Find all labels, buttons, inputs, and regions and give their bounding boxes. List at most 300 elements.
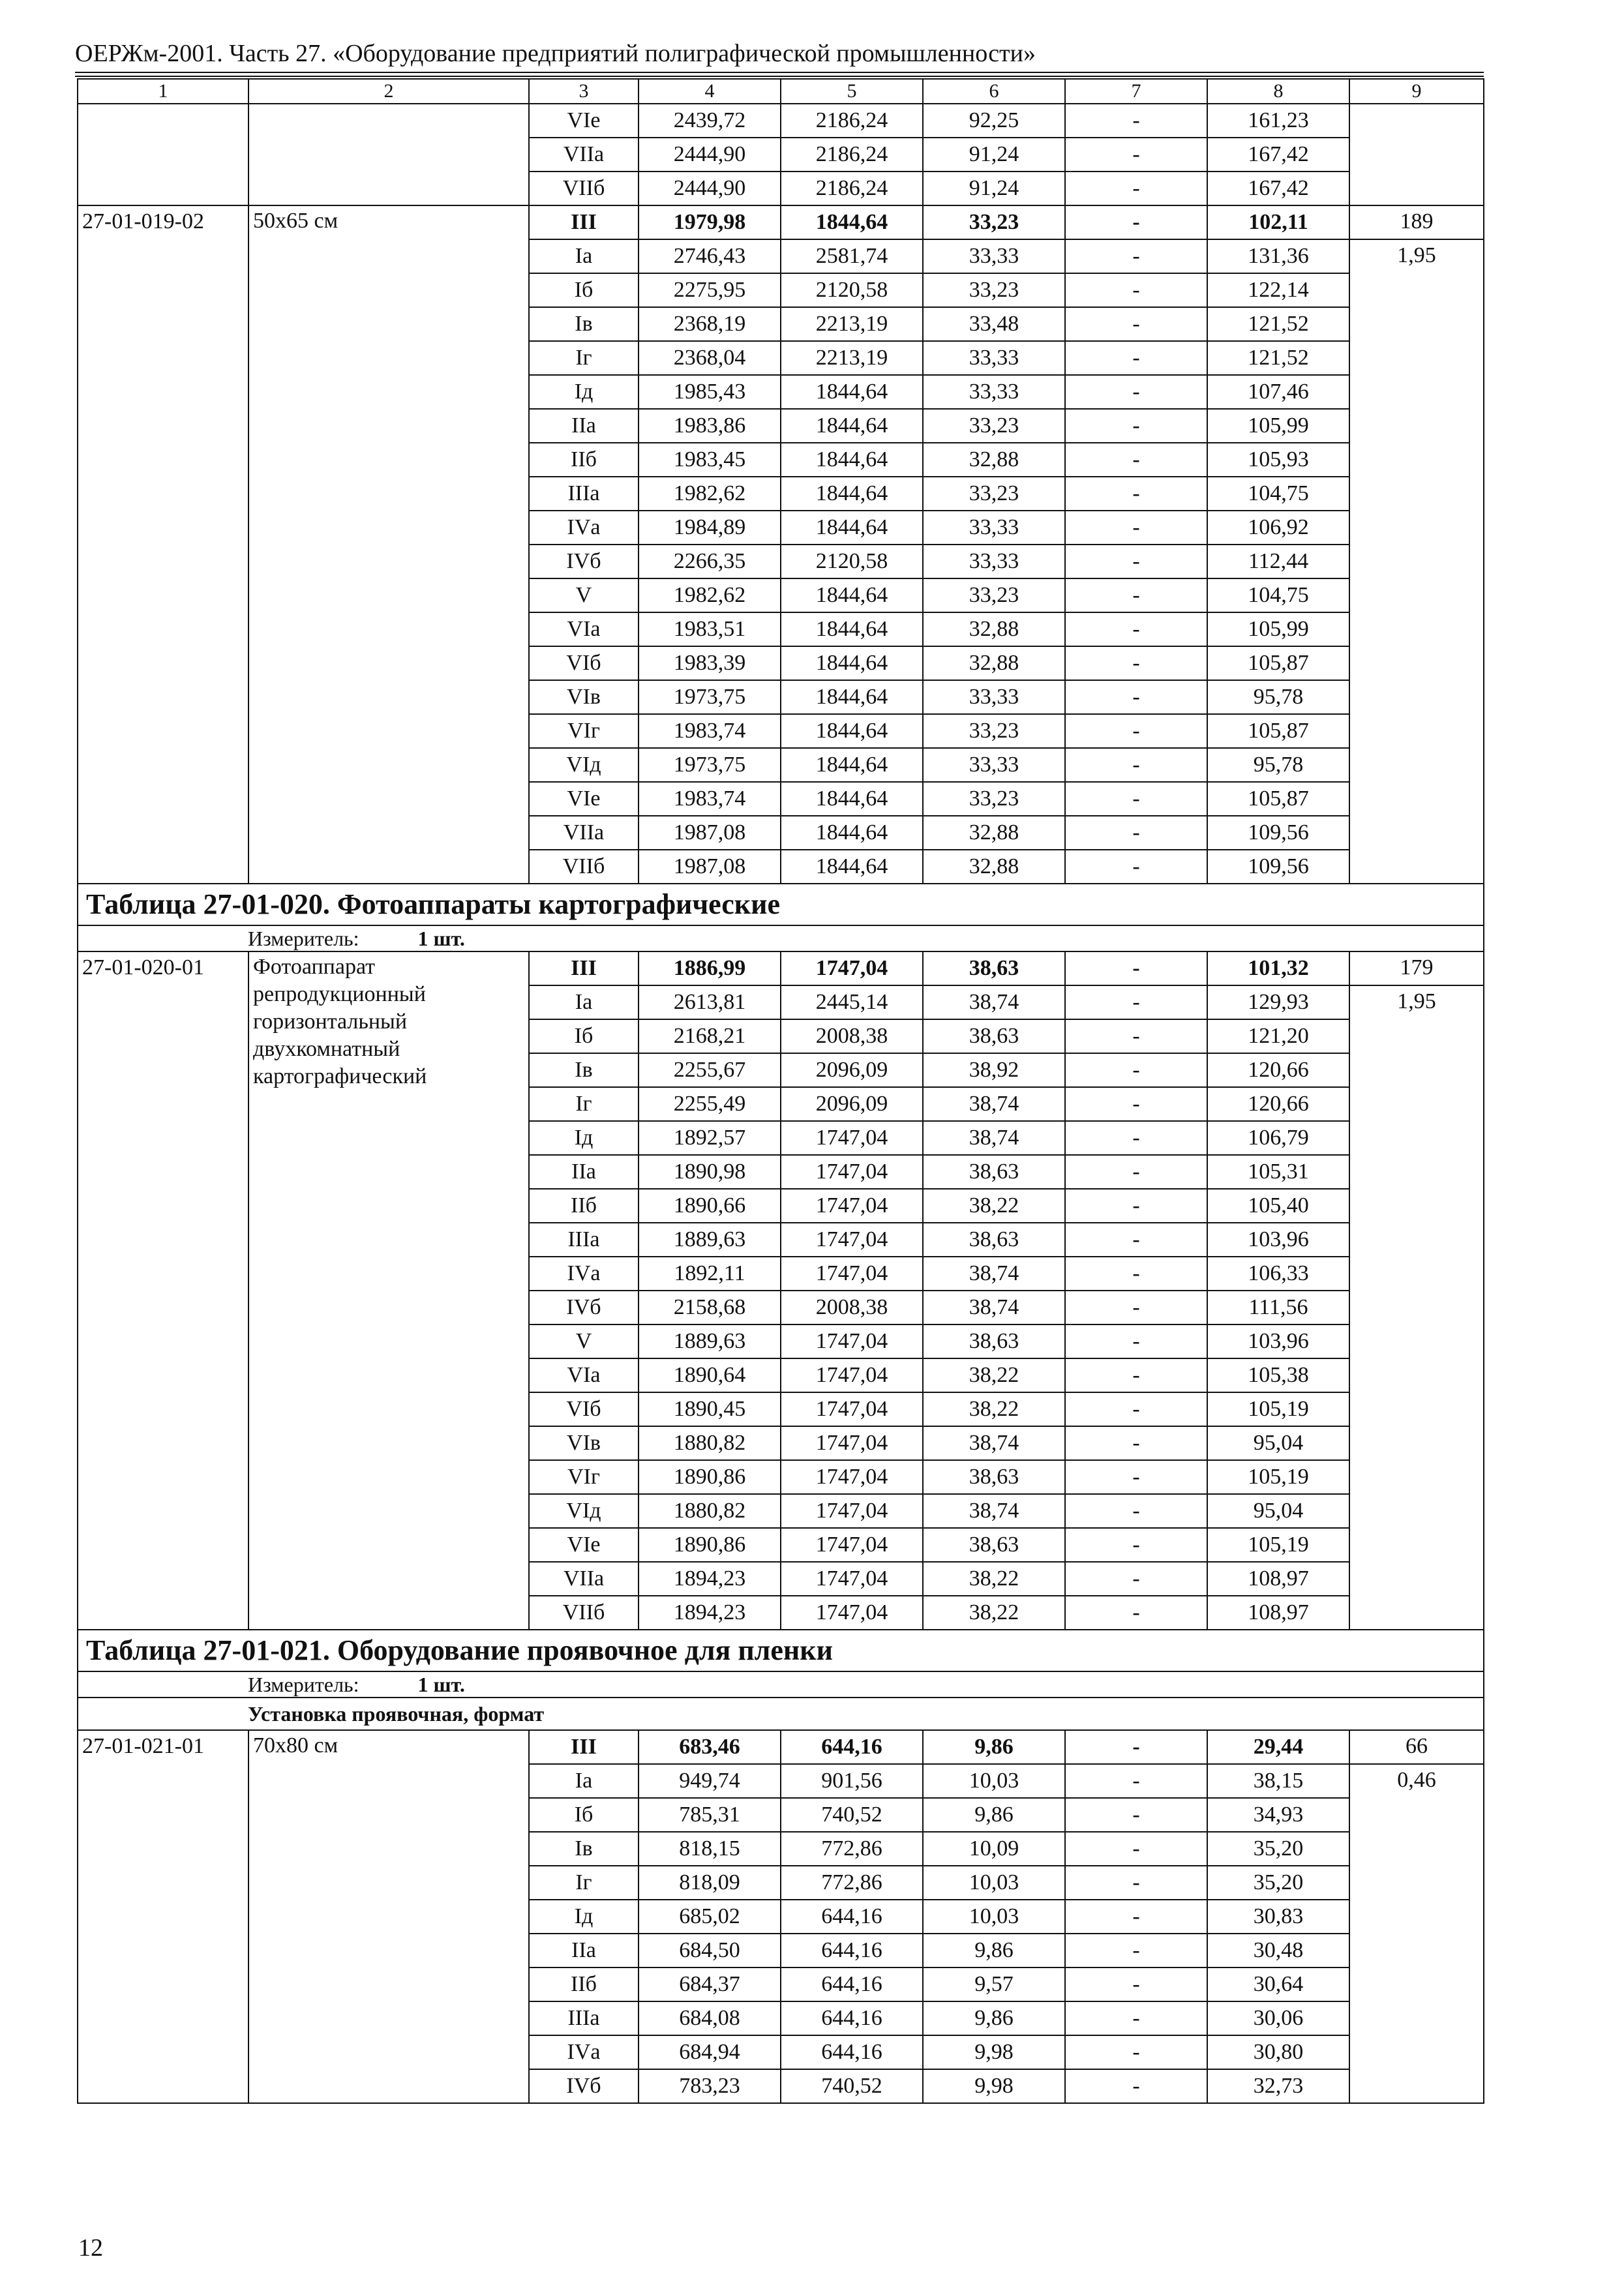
- wages-cell: 1844,64: [781, 443, 923, 477]
- zone-cell: IIб: [529, 1967, 639, 2001]
- machine-cost-cell: 33,33: [923, 748, 1065, 782]
- materials-cell: -: [1065, 951, 1207, 985]
- amount-cell: 167,42: [1207, 138, 1349, 172]
- wages-cell: 1747,04: [781, 1257, 923, 1291]
- zone-cell: Iв: [529, 1053, 639, 1087]
- wages-cell: 1844,64: [781, 714, 923, 748]
- zone-cell: VIIа: [529, 138, 639, 172]
- zone-cell: IIIа: [529, 2001, 639, 2035]
- materials-cell: -: [1065, 138, 1207, 172]
- unit-label: Измеритель:: [248, 927, 359, 950]
- column-number: 1: [78, 79, 248, 104]
- amount-cell: 121,52: [1207, 307, 1349, 341]
- amount-cell: 95,04: [1207, 1494, 1349, 1528]
- machine-cost-cell: 33,23: [923, 409, 1065, 443]
- machine-cost-cell: 32,88: [923, 816, 1065, 850]
- materials-cell: -: [1065, 1832, 1207, 1866]
- zone-cell: Iд: [529, 375, 639, 409]
- total-cost-cell: 1889,63: [639, 1324, 781, 1358]
- price-table: [77, 78, 1484, 2104]
- wages-cell: 2096,09: [781, 1087, 923, 1121]
- materials-cell: -: [1065, 375, 1207, 409]
- machine-cost-cell: 33,23: [923, 273, 1065, 307]
- materials-cell: -: [1065, 1798, 1207, 1832]
- materials-cell: -: [1065, 850, 1207, 884]
- amount-cell: 106,79: [1207, 1121, 1349, 1155]
- machine-cost-cell: 91,24: [923, 172, 1065, 205]
- zone-cell: V: [529, 578, 639, 612]
- zone-cell: VIв: [529, 680, 639, 714]
- materials-cell: -: [1065, 646, 1207, 680]
- total-cost-cell: 684,08: [639, 2001, 781, 2035]
- zone-cell: Iб: [529, 1019, 639, 1053]
- amount-cell: 105,93: [1207, 443, 1349, 477]
- machine-cost-cell: 92,25: [923, 104, 1065, 138]
- machine-cost-cell: 33,23: [923, 714, 1065, 748]
- zone-cell: III: [529, 1730, 639, 1764]
- amount-cell: 105,87: [1207, 714, 1349, 748]
- amount-cell: 95,04: [1207, 1426, 1349, 1460]
- wages-cell: 1747,04: [781, 1562, 923, 1596]
- materials-cell: -: [1065, 782, 1207, 816]
- total-cost-cell: 1889,63: [639, 1223, 781, 1257]
- machine-cost-cell: 33,23: [923, 782, 1065, 816]
- amount-cell: 34,93: [1207, 1798, 1349, 1832]
- zone-cell: VIв: [529, 1426, 639, 1460]
- total-cost-cell: 2158,68: [639, 1291, 781, 1324]
- labor-cell: 189: [1349, 205, 1484, 239]
- machine-cost-cell: 10,09: [923, 1832, 1065, 1866]
- total-cost-cell: 949,74: [639, 1764, 781, 1798]
- amount-cell: 120,66: [1207, 1087, 1349, 1121]
- materials-cell: -: [1065, 239, 1207, 273]
- zone-cell: Iа: [529, 239, 639, 273]
- total-cost-cell: 2168,21: [639, 1019, 781, 1053]
- materials-cell: -: [1065, 1189, 1207, 1223]
- wages-cell: 2120,58: [781, 273, 923, 307]
- materials-cell: -: [1065, 273, 1207, 307]
- zone-cell: IIIа: [529, 477, 639, 511]
- total-cost-cell: 2444,90: [639, 138, 781, 172]
- materials-cell: -: [1065, 104, 1207, 138]
- wages-cell: 1844,64: [781, 477, 923, 511]
- zone-cell: IVб: [529, 1291, 639, 1324]
- unit-value: 1 шт.: [417, 1673, 465, 1696]
- column-number: 2: [248, 79, 529, 104]
- total-cost-cell: 2255,49: [639, 1087, 781, 1121]
- materials-cell: -: [1065, 205, 1207, 239]
- zone-cell: VIа: [529, 612, 639, 646]
- wages-cell: 772,86: [781, 1832, 923, 1866]
- zone-cell: IVб: [529, 545, 639, 578]
- zone-cell: VIа: [529, 1358, 639, 1392]
- total-cost-cell: 1982,62: [639, 477, 781, 511]
- wages-cell: 644,16: [781, 1934, 923, 1967]
- wages-cell: 1844,64: [781, 375, 923, 409]
- wages-cell: 1844,64: [781, 612, 923, 646]
- wages-cell: 1747,04: [781, 1494, 923, 1528]
- zone-cell: IIIа: [529, 1223, 639, 1257]
- column-number: 7: [1065, 79, 1207, 104]
- zone-cell: VIе: [529, 782, 639, 816]
- amount-cell: 35,20: [1207, 1832, 1349, 1866]
- machine-cost-cell: 38,22: [923, 1562, 1065, 1596]
- materials-cell: -: [1065, 172, 1207, 205]
- materials-cell: -: [1065, 1019, 1207, 1053]
- amount-cell: 105,19: [1207, 1460, 1349, 1494]
- amount-cell: 121,20: [1207, 1019, 1349, 1053]
- amount-cell: 122,14: [1207, 273, 1349, 307]
- column-number: 3: [529, 79, 639, 104]
- wages-cell: 2008,38: [781, 1019, 923, 1053]
- wages-cell: 1844,64: [781, 578, 923, 612]
- materials-cell: -: [1065, 1562, 1207, 1596]
- wages-cell: 2186,24: [781, 104, 923, 138]
- zone-cell: IVа: [529, 511, 639, 545]
- total-cost-cell: 2368,19: [639, 307, 781, 341]
- zone-cell: VIб: [529, 1392, 639, 1426]
- total-cost-cell: 1987,08: [639, 816, 781, 850]
- labor-cell: 66: [1349, 1730, 1484, 1764]
- machine-cost-cell: 9,86: [923, 1934, 1065, 1967]
- machine-cost-cell: 9,57: [923, 1967, 1065, 2001]
- machine-cost-cell: 38,74: [923, 1087, 1065, 1121]
- machine-cost-cell: 32,88: [923, 443, 1065, 477]
- amount-cell: 30,64: [1207, 1967, 1349, 2001]
- amount-cell: 106,92: [1207, 511, 1349, 545]
- materials-cell: -: [1065, 680, 1207, 714]
- wages-cell: 644,16: [781, 2001, 923, 2035]
- wages-cell: 644,16: [781, 1900, 923, 1934]
- amount-cell: 104,75: [1207, 578, 1349, 612]
- amount-cell: 120,66: [1207, 1053, 1349, 1087]
- page-header: ОЕРЖм-2001. Часть 27. «Оборудование предприятий полиграфической промышленности»: [75, 40, 1036, 67]
- total-cost-cell: 1886,99: [639, 951, 781, 985]
- total-cost-cell: 2275,95: [639, 273, 781, 307]
- total-cost-cell: 1983,74: [639, 714, 781, 748]
- amount-cell: 112,44: [1207, 545, 1349, 578]
- amount-cell: 129,93: [1207, 985, 1349, 1019]
- wages-cell: 1747,04: [781, 1189, 923, 1223]
- wages-cell: 2008,38: [781, 1291, 923, 1324]
- wages-cell: 1747,04: [781, 1121, 923, 1155]
- total-cost-cell: 1973,75: [639, 748, 781, 782]
- labor-cell: 1,95: [1349, 985, 1484, 1630]
- amount-cell: 105,87: [1207, 782, 1349, 816]
- wages-cell: 1844,64: [781, 409, 923, 443]
- amount-cell: 102,11: [1207, 205, 1349, 239]
- amount-cell: 30,80: [1207, 2035, 1349, 2069]
- unit-value: 1 шт.: [417, 927, 465, 950]
- wages-cell: 1844,64: [781, 748, 923, 782]
- machine-cost-cell: 38,63: [923, 951, 1065, 985]
- materials-cell: -: [1065, 1053, 1207, 1087]
- zone-cell: Iб: [529, 273, 639, 307]
- amount-cell: 105,99: [1207, 612, 1349, 646]
- zone-cell: VIIа: [529, 1562, 639, 1596]
- wages-cell: 1747,04: [781, 1528, 923, 1562]
- wages-cell: 1747,04: [781, 1324, 923, 1358]
- wages-cell: 1844,64: [781, 646, 923, 680]
- machine-cost-cell: 33,23: [923, 477, 1065, 511]
- subheader: Установка проявочная, формат: [78, 1698, 1484, 1730]
- materials-cell: -: [1065, 1934, 1207, 1967]
- total-cost-cell: 818,15: [639, 1832, 781, 1866]
- machine-cost-cell: 38,22: [923, 1189, 1065, 1223]
- total-cost-cell: 1894,23: [639, 1562, 781, 1596]
- amount-cell: 107,46: [1207, 375, 1349, 409]
- total-cost-cell: 2439,72: [639, 104, 781, 138]
- machine-cost-cell: 38,63: [923, 1155, 1065, 1189]
- machine-cost-cell: 9,86: [923, 1798, 1065, 1832]
- total-cost-cell: 1987,08: [639, 850, 781, 884]
- page-number: 12: [78, 2234, 103, 2262]
- total-cost-cell: 1890,98: [639, 1155, 781, 1189]
- amount-cell: 167,42: [1207, 172, 1349, 205]
- materials-cell: -: [1065, 612, 1207, 646]
- wages-cell: 2096,09: [781, 1053, 923, 1087]
- machine-cost-cell: 38,63: [923, 1223, 1065, 1257]
- amount-cell: 103,96: [1207, 1324, 1349, 1358]
- amount-cell: 106,33: [1207, 1257, 1349, 1291]
- machine-cost-cell: 33,33: [923, 375, 1065, 409]
- zone-cell: VIIб: [529, 172, 639, 205]
- unit-row: [78, 1671, 1484, 1698]
- total-cost-cell: 2613,81: [639, 985, 781, 1019]
- materials-cell: -: [1065, 1730, 1207, 1764]
- wages-cell: 1844,64: [781, 680, 923, 714]
- total-cost-cell: 1973,75: [639, 680, 781, 714]
- total-cost-cell: 1983,39: [639, 646, 781, 680]
- machine-cost-cell: 9,86: [923, 1730, 1065, 1764]
- materials-cell: -: [1065, 1494, 1207, 1528]
- unit-label: Измеритель:: [248, 1673, 359, 1696]
- zone-cell: Iд: [529, 1900, 639, 1934]
- materials-cell: -: [1065, 816, 1207, 850]
- column-number: 9: [1349, 79, 1484, 104]
- wages-cell: 2186,24: [781, 138, 923, 172]
- zone-cell: IVа: [529, 1257, 639, 1291]
- amount-cell: 109,56: [1207, 850, 1349, 884]
- materials-cell: -: [1065, 2035, 1207, 2069]
- column-number-row: [78, 79, 1484, 104]
- machine-cost-cell: 32,88: [923, 646, 1065, 680]
- amount-cell: 30,48: [1207, 1934, 1349, 1967]
- amount-cell: 105,87: [1207, 646, 1349, 680]
- wages-cell: 1844,64: [781, 850, 923, 884]
- header-rule: [75, 76, 1484, 77]
- total-cost-cell: 1983,74: [639, 782, 781, 816]
- materials-cell: -: [1065, 1257, 1207, 1291]
- materials-cell: -: [1065, 1155, 1207, 1189]
- column-number: 8: [1207, 79, 1349, 104]
- materials-cell: -: [1065, 1087, 1207, 1121]
- amount-cell: 108,97: [1207, 1562, 1349, 1596]
- amount-cell: 105,19: [1207, 1392, 1349, 1426]
- zone-cell: Iг: [529, 1087, 639, 1121]
- zone-cell: VIе: [529, 104, 639, 138]
- zone-cell: VIг: [529, 1460, 639, 1494]
- description-cell: [248, 104, 529, 205]
- zone-cell: Iб: [529, 1798, 639, 1832]
- materials-cell: -: [1065, 545, 1207, 578]
- wages-cell: 772,86: [781, 1866, 923, 1900]
- amount-cell: 105,19: [1207, 1528, 1349, 1562]
- materials-cell: -: [1065, 1528, 1207, 1562]
- materials-cell: -: [1065, 307, 1207, 341]
- machine-cost-cell: 38,22: [923, 1358, 1065, 1392]
- column-number: 5: [781, 79, 923, 104]
- machine-cost-cell: 32,88: [923, 850, 1065, 884]
- machine-cost-cell: 32,88: [923, 612, 1065, 646]
- header-rule: [75, 72, 1484, 73]
- total-cost-cell: 2746,43: [639, 239, 781, 273]
- wages-cell: 2213,19: [781, 341, 923, 375]
- wages-cell: 2186,24: [781, 172, 923, 205]
- total-cost-cell: 1983,86: [639, 409, 781, 443]
- description-cell: 70х80 см: [248, 1730, 529, 2103]
- materials-cell: -: [1065, 477, 1207, 511]
- subheader-row: [78, 1698, 1484, 1730]
- wages-cell: 901,56: [781, 1764, 923, 1798]
- unit-cell: [78, 925, 1484, 951]
- description-cell: Фотоаппарат репродукционный горизонтальный двухкомнатный картографический: [248, 951, 529, 1630]
- labor-cell: 179: [1349, 951, 1484, 985]
- zone-cell: Iв: [529, 307, 639, 341]
- materials-cell: -: [1065, 748, 1207, 782]
- machine-cost-cell: 38,92: [923, 1053, 1065, 1087]
- materials-cell: -: [1065, 443, 1207, 477]
- total-cost-cell: 683,46: [639, 1730, 781, 1764]
- amount-cell: 35,20: [1207, 1866, 1349, 1900]
- amount-cell: 32,73: [1207, 2069, 1349, 2103]
- machine-cost-cell: 38,74: [923, 1257, 1065, 1291]
- wages-cell: 1747,04: [781, 1155, 923, 1189]
- wages-cell: 1747,04: [781, 1223, 923, 1257]
- amount-cell: 121,52: [1207, 341, 1349, 375]
- table-row: [78, 1730, 1484, 1764]
- amount-cell: 105,38: [1207, 1358, 1349, 1392]
- code-cell: 27-01-020-01: [78, 951, 248, 1630]
- machine-cost-cell: 38,74: [923, 985, 1065, 1019]
- total-cost-cell: 1890,86: [639, 1460, 781, 1494]
- unit-cell: [78, 1671, 1484, 1698]
- total-cost-cell: 1890,86: [639, 1528, 781, 1562]
- column-number: 4: [639, 79, 781, 104]
- amount-cell: 161,23: [1207, 104, 1349, 138]
- wages-cell: 1844,64: [781, 511, 923, 545]
- materials-cell: -: [1065, 1358, 1207, 1392]
- zone-cell: Iа: [529, 985, 639, 1019]
- machine-cost-cell: 33,33: [923, 511, 1065, 545]
- materials-cell: -: [1065, 409, 1207, 443]
- machine-cost-cell: 9,98: [923, 2035, 1065, 2069]
- column-number: 6: [923, 79, 1065, 104]
- table-title-row: [78, 884, 1484, 925]
- zone-cell: VIб: [529, 646, 639, 680]
- zone-cell: VIе: [529, 1528, 639, 1562]
- machine-cost-cell: 91,24: [923, 138, 1065, 172]
- machine-cost-cell: 33,48: [923, 307, 1065, 341]
- labor-cell: [1349, 104, 1484, 205]
- wages-cell: 2581,74: [781, 239, 923, 273]
- code-cell: 27-01-019-02: [78, 205, 248, 884]
- machine-cost-cell: 33,23: [923, 578, 1065, 612]
- total-cost-cell: 1890,66: [639, 1189, 781, 1223]
- amount-cell: 108,97: [1207, 1596, 1349, 1630]
- wages-cell: 644,16: [781, 1730, 923, 1764]
- code-cell: [78, 104, 248, 205]
- materials-cell: -: [1065, 1967, 1207, 2001]
- wages-cell: 1747,04: [781, 1392, 923, 1426]
- wages-cell: 740,52: [781, 1798, 923, 1832]
- total-cost-cell: 685,02: [639, 1900, 781, 1934]
- materials-cell: -: [1065, 1596, 1207, 1630]
- labor-cell: 1,95: [1349, 239, 1484, 884]
- table-title: Таблица 27-01-020. Фотоаппараты картографические: [78, 884, 1484, 925]
- zone-cell: IIа: [529, 1155, 639, 1189]
- total-cost-cell: 1880,82: [639, 1426, 781, 1460]
- materials-cell: -: [1065, 2069, 1207, 2103]
- materials-cell: -: [1065, 341, 1207, 375]
- machine-cost-cell: 10,03: [923, 1764, 1065, 1798]
- zone-cell: IIб: [529, 443, 639, 477]
- wages-cell: 1844,64: [781, 816, 923, 850]
- amount-cell: 105,99: [1207, 409, 1349, 443]
- zone-cell: VIд: [529, 748, 639, 782]
- machine-cost-cell: 38,63: [923, 1019, 1065, 1053]
- total-cost-cell: 1892,57: [639, 1121, 781, 1155]
- table-title-row: [78, 1630, 1484, 1671]
- machine-cost-cell: 10,03: [923, 1900, 1065, 1934]
- zone-cell: VIд: [529, 1494, 639, 1528]
- table-title: Таблица 27-01-021. Оборудование проявочное для пленки: [78, 1630, 1484, 1671]
- materials-cell: -: [1065, 1324, 1207, 1358]
- total-cost-cell: 1983,45: [639, 443, 781, 477]
- machine-cost-cell: 38,63: [923, 1324, 1065, 1358]
- amount-cell: 131,36: [1207, 239, 1349, 273]
- total-cost-cell: 2266,35: [639, 545, 781, 578]
- total-cost-cell: 684,94: [639, 2035, 781, 2069]
- machine-cost-cell: 38,22: [923, 1392, 1065, 1426]
- wages-cell: 1844,64: [781, 205, 923, 239]
- total-cost-cell: 1985,43: [639, 375, 781, 409]
- machine-cost-cell: 38,74: [923, 1426, 1065, 1460]
- machine-cost-cell: 10,03: [923, 1866, 1065, 1900]
- materials-cell: -: [1065, 1392, 1207, 1426]
- wages-cell: 740,52: [781, 2069, 923, 2103]
- machine-cost-cell: 38,74: [923, 1291, 1065, 1324]
- zone-cell: Iг: [529, 341, 639, 375]
- wages-cell: 2213,19: [781, 307, 923, 341]
- zone-cell: VIIб: [529, 1596, 639, 1630]
- machine-cost-cell: 9,98: [923, 2069, 1065, 2103]
- total-cost-cell: 2444,90: [639, 172, 781, 205]
- total-cost-cell: 684,50: [639, 1934, 781, 1967]
- materials-cell: -: [1065, 714, 1207, 748]
- amount-cell: 95,78: [1207, 748, 1349, 782]
- amount-cell: 103,96: [1207, 1223, 1349, 1257]
- table-row: [78, 205, 1484, 239]
- machine-cost-cell: 9,86: [923, 2001, 1065, 2035]
- total-cost-cell: 1984,89: [639, 511, 781, 545]
- table-row: [78, 104, 1484, 138]
- wages-cell: 2445,14: [781, 985, 923, 1019]
- machine-cost-cell: 33,33: [923, 341, 1065, 375]
- zone-cell: V: [529, 1324, 639, 1358]
- zone-cell: III: [529, 951, 639, 985]
- amount-cell: 95,78: [1207, 680, 1349, 714]
